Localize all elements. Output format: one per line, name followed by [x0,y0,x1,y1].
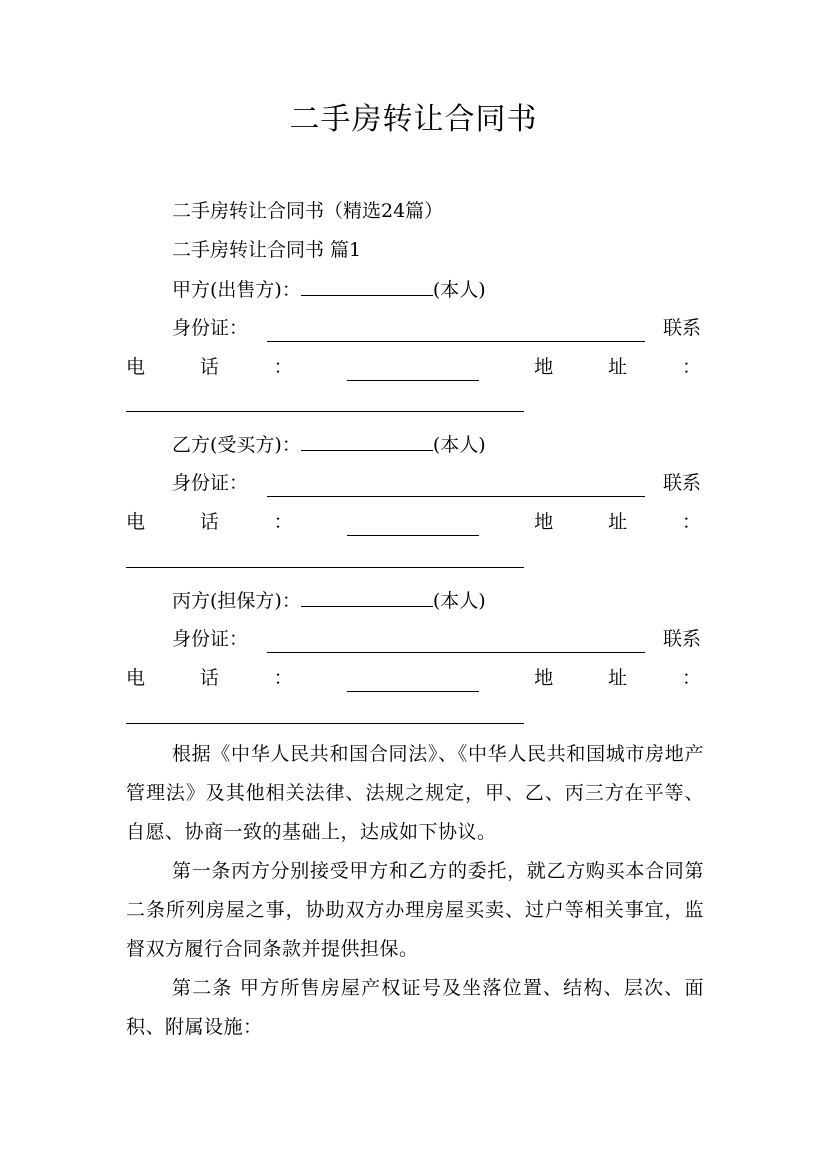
party-a-phone-blank[interactable] [347,360,479,381]
party-c-role-label: 丙方(担保方)： [172,590,301,612]
document-title: 二手房转让合同书 [289,102,538,137]
party-c-phone-line [126,664,701,692]
party-c-id-line [172,625,701,653]
party-a-phone-label-2: 话 [199,356,219,378]
party-b-phone-label-2: 话 [199,511,219,533]
party-c-addr-label-1: 地 [534,667,554,689]
party-b-addr-colon: ： [681,511,701,533]
party-b-id-line [172,469,701,497]
paragraph-article-2: 第二条 甲方所售房屋产权证号及坐落位置、结构、层次、面积、附属设施： [126,977,704,1038]
party-b-contact-label: 联系 [662,472,701,494]
party-b-name-blank[interactable] [301,430,433,451]
party-a-id-line [172,314,701,342]
party-a-addr-label-1: 地 [534,356,554,378]
party-a-address-blank[interactable] [126,411,524,412]
paragraph-preamble: 根据《中华人民共和国合同法》、《中华人民共和国城市房地产管理法》及其他相关法律、法规之规定，甲、乙、丙三方在平等、自愿、协商一致的基础上，达成如下协议。 [126,743,704,843]
party-a-addr-colon: ： [681,356,701,378]
party-b-id-blank[interactable] [267,476,645,497]
party-c-line [172,586,486,615]
party-a-contact-label: 联系 [662,317,701,339]
party-a-phone-line [126,353,701,381]
party-a-id-blank[interactable] [267,321,645,342]
party-b-phone-label-1: 电 [126,511,146,533]
party-b-role-label: 乙方(受买方)： [172,434,301,456]
party-c-id-label: 身份证： [172,628,249,650]
party-b-addr-label-2: 址 [608,511,628,533]
party-a-addr-label-2: 址 [608,356,628,378]
party-a-phone-label-1: 电 [126,356,146,378]
party-c-suffix: (本人) [432,590,486,612]
party-b-line [172,430,486,459]
party-b-addr-label-1: 地 [534,511,554,533]
party-b-phone-blank[interactable] [347,515,479,536]
party-a-name-blank[interactable] [301,275,433,296]
party-c-phone-blank[interactable] [347,671,479,692]
party-a-suffix: (本人) [432,279,486,301]
party-a-role-label: 甲方(出售方)： [172,279,301,301]
party-b-phone-line [126,508,701,536]
party-c-addr-label-2: 址 [608,667,628,689]
party-c-phone-colon: ： [273,667,293,689]
section-title: 二手房转让合同书 篇1 [172,239,362,261]
party-c-phone-label-2: 话 [199,667,219,689]
party-c-name-blank[interactable] [301,586,433,607]
party-b-suffix: (本人) [432,434,486,456]
party-c-id-blank[interactable] [267,632,645,653]
party-c-addr-colon: ： [681,667,701,689]
party-a-line [172,275,486,304]
party-b-id-label: 身份证： [172,472,249,494]
party-a-id-label: 身份证： [172,317,249,339]
party-c-address-blank[interactable] [126,723,524,724]
paragraph-article-1: 第一条丙方分别接受甲方和乙方的委托，就乙方购买本合同第二条所列房屋之事，协助双方办理房屋买卖、过户等相关事宜，监督双方履行合同条款并提供担保。 [126,860,704,960]
party-c-contact-label: 联系 [662,628,701,650]
party-c-phone-label-1: 电 [126,667,146,689]
subtitle: 二手房转让合同书（精选24篇） [172,200,444,222]
party-b-phone-colon: ： [273,511,293,533]
party-b-address-blank[interactable] [126,567,524,568]
party-a-phone-colon: ： [273,356,293,378]
